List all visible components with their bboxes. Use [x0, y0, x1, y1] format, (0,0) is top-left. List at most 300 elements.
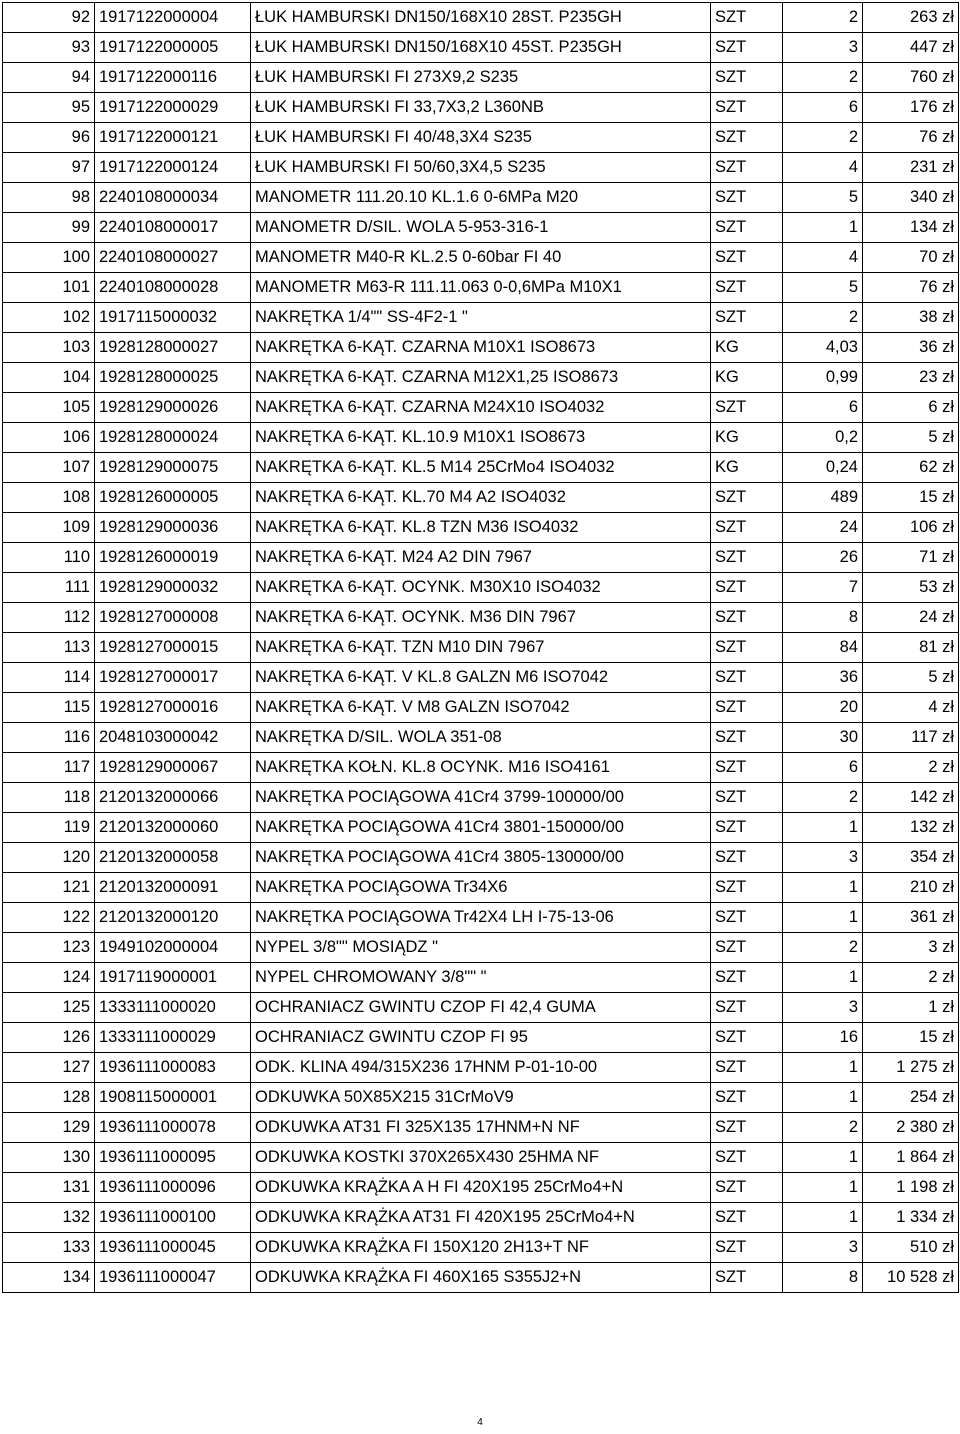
table-row — [3, 963, 959, 993]
item-name-cell: ODKUWKA KRĄŻKA A H FI 420X195 25CrMo4+N — [251, 1173, 711, 1203]
price-cell: 24 zł — [863, 603, 959, 633]
item-code-cell: 2120132000060 — [95, 813, 251, 843]
unit-cell: KG — [711, 423, 783, 453]
item-code-cell: 2240108000017 — [95, 213, 251, 243]
price-cell: 210 zł — [863, 873, 959, 903]
item-code-cell: 1908115000001 — [95, 1083, 251, 1113]
row-number-cell: 122 — [3, 903, 95, 933]
row-number-cell: 107 — [3, 453, 95, 483]
table-row — [3, 693, 959, 723]
table-row — [3, 723, 959, 753]
unit-cell: SZT — [711, 513, 783, 543]
quantity-cell: 2 — [783, 3, 863, 33]
item-code-cell: 1928128000024 — [95, 423, 251, 453]
row-number-cell: 103 — [3, 333, 95, 363]
item-name-cell: ŁUK HAMBURSKI DN150/168X10 45ST. P235GH — [251, 33, 711, 63]
price-cell: 3 zł — [863, 933, 959, 963]
row-number-cell: 128 — [3, 1083, 95, 1113]
price-cell: 71 zł — [863, 543, 959, 573]
price-cell: 6 zł — [863, 393, 959, 423]
item-code-cell: 1333111000029 — [95, 1023, 251, 1053]
row-number-cell: 99 — [3, 213, 95, 243]
row-number-cell: 106 — [3, 423, 95, 453]
table-row — [3, 483, 959, 513]
item-code-cell: 2048103000042 — [95, 723, 251, 753]
item-code-cell: 1928128000025 — [95, 363, 251, 393]
quantity-cell: 1 — [783, 903, 863, 933]
table-row — [3, 393, 959, 423]
unit-cell: SZT — [711, 1023, 783, 1053]
unit-cell: SZT — [711, 903, 783, 933]
unit-cell: SZT — [711, 1203, 783, 1233]
unit-cell: SZT — [711, 33, 783, 63]
quantity-cell: 1 — [783, 963, 863, 993]
quantity-cell: 2 — [783, 933, 863, 963]
item-name-cell: ODKUWKA KRĄŻKA AT31 FI 420X195 25CrMo4+N — [251, 1203, 711, 1233]
item-name-cell: NAKRĘTKA 6-KĄT. CZARNA M12X1,25 ISO8673 — [251, 363, 711, 393]
row-number-cell: 105 — [3, 393, 95, 423]
item-name-cell: NAKRĘTKA 1/4"" SS-4F2-1 " — [251, 303, 711, 333]
item-code-cell: 1917119000001 — [95, 963, 251, 993]
price-cell: 361 zł — [863, 903, 959, 933]
price-cell: 132 zł — [863, 813, 959, 843]
unit-cell: SZT — [711, 1233, 783, 1263]
table-row — [3, 513, 959, 543]
item-name-cell: NAKRĘTKA 6-KĄT. KL.5 M14 25CrMo4 ISO4032 — [251, 453, 711, 483]
quantity-cell: 1 — [783, 1143, 863, 1173]
price-cell: 70 zł — [863, 243, 959, 273]
unit-cell: SZT — [711, 573, 783, 603]
table-row — [3, 903, 959, 933]
row-number-cell: 93 — [3, 33, 95, 63]
row-number-cell: 104 — [3, 363, 95, 393]
item-name-cell: NAKRĘTKA POCIĄGOWA 41Cr4 3801-150000/00 — [251, 813, 711, 843]
row-number-cell: 130 — [3, 1143, 95, 1173]
row-number-cell: 112 — [3, 603, 95, 633]
quantity-cell: 8 — [783, 603, 863, 633]
table-row — [3, 1143, 959, 1173]
price-cell: 142 zł — [863, 783, 959, 813]
item-name-cell: NAKRĘTKA 6-KĄT. OCYNK. M30X10 ISO4032 — [251, 573, 711, 603]
unit-cell: SZT — [711, 1143, 783, 1173]
quantity-cell: 1 — [783, 1173, 863, 1203]
table-row — [3, 1083, 959, 1113]
quantity-cell: 2 — [783, 783, 863, 813]
quantity-cell: 0,2 — [783, 423, 863, 453]
item-code-cell: 1928127000016 — [95, 693, 251, 723]
quantity-cell: 1 — [783, 813, 863, 843]
row-number-cell: 101 — [3, 273, 95, 303]
unit-cell: SZT — [711, 1113, 783, 1143]
price-cell: 134 zł — [863, 213, 959, 243]
price-cell: 10 528 zł — [863, 1263, 959, 1293]
quantity-cell: 3 — [783, 1233, 863, 1263]
item-name-cell: ODKUWKA KOSTKI 370X265X430 25HMA NF — [251, 1143, 711, 1173]
unit-cell: SZT — [711, 813, 783, 843]
item-code-cell: 1928127000008 — [95, 603, 251, 633]
row-number-cell: 98 — [3, 183, 95, 213]
item-code-cell: 1928129000075 — [95, 453, 251, 483]
item-code-cell: 1917122000116 — [95, 63, 251, 93]
item-code-cell: 2120132000058 — [95, 843, 251, 873]
item-code-cell: 1928129000036 — [95, 513, 251, 543]
item-name-cell: NAKRĘTKA POCIĄGOWA Tr42X4 LH I-75-13-06 — [251, 903, 711, 933]
price-cell: 117 zł — [863, 723, 959, 753]
unit-cell: SZT — [711, 303, 783, 333]
table-row — [3, 213, 959, 243]
item-code-cell: 1928126000019 — [95, 543, 251, 573]
quantity-cell: 5 — [783, 183, 863, 213]
quantity-cell: 8 — [783, 1263, 863, 1293]
price-cell: 2 zł — [863, 963, 959, 993]
price-cell: 23 zł — [863, 363, 959, 393]
item-name-cell: NAKRĘTKA KOŁN. KL.8 OCYNK. M16 ISO4161 — [251, 753, 711, 783]
item-code-cell: 1936111000045 — [95, 1233, 251, 1263]
quantity-cell: 26 — [783, 543, 863, 573]
table-row — [3, 633, 959, 663]
quantity-cell: 4 — [783, 243, 863, 273]
item-name-cell: NAKRĘTKA 6-KĄT. KL.8 TZN M36 ISO4032 — [251, 513, 711, 543]
row-number-cell: 121 — [3, 873, 95, 903]
row-number-cell: 95 — [3, 93, 95, 123]
unit-cell: SZT — [711, 543, 783, 573]
row-number-cell: 96 — [3, 123, 95, 153]
unit-cell: SZT — [711, 63, 783, 93]
row-number-cell: 116 — [3, 723, 95, 753]
price-cell: 36 zł — [863, 333, 959, 363]
price-cell: 760 zł — [863, 63, 959, 93]
unit-cell: SZT — [711, 1173, 783, 1203]
item-code-cell: 1917122000004 — [95, 3, 251, 33]
item-code-cell: 1917122000029 — [95, 93, 251, 123]
price-cell: 15 zł — [863, 1023, 959, 1053]
item-name-cell: NAKRĘTKA POCIĄGOWA Tr34X6 — [251, 873, 711, 903]
price-cell: 254 zł — [863, 1083, 959, 1113]
unit-cell: KG — [711, 363, 783, 393]
item-name-cell: ODKUWKA KRĄŻKA FI 150X120 2H13+T NF — [251, 1233, 711, 1263]
row-number-cell: 133 — [3, 1233, 95, 1263]
unit-cell: SZT — [711, 633, 783, 663]
item-name-cell: ŁUK HAMBURSKI FI 33,7X3,2 L360NB — [251, 93, 711, 123]
item-code-cell: 1917122000005 — [95, 33, 251, 63]
price-cell: 1 198 zł — [863, 1173, 959, 1203]
item-name-cell: ŁUK HAMBURSKI FI 40/48,3X4 S235 — [251, 123, 711, 153]
table-row — [3, 603, 959, 633]
item-code-cell: 1917115000032 — [95, 303, 251, 333]
row-number-cell: 119 — [3, 813, 95, 843]
table-row — [3, 153, 959, 183]
unit-cell: SZT — [711, 783, 783, 813]
row-number-cell: 123 — [3, 933, 95, 963]
quantity-cell: 0,99 — [783, 363, 863, 393]
item-code-cell: 2240108000028 — [95, 273, 251, 303]
quantity-cell: 5 — [783, 273, 863, 303]
row-number-cell: 110 — [3, 543, 95, 573]
table-row — [3, 183, 959, 213]
unit-cell: SZT — [711, 693, 783, 723]
item-name-cell: MANOMETR M40-R KL.2.5 0-60bar FI 40 — [251, 243, 711, 273]
price-cell: 2 380 zł — [863, 1113, 959, 1143]
price-cell: 2 zł — [863, 753, 959, 783]
item-code-cell: 1917122000121 — [95, 123, 251, 153]
row-number-cell: 94 — [3, 63, 95, 93]
quantity-cell: 30 — [783, 723, 863, 753]
table-row — [3, 543, 959, 573]
table-row — [3, 1173, 959, 1203]
row-number-cell: 131 — [3, 1173, 95, 1203]
table-row — [3, 123, 959, 153]
quantity-cell: 84 — [783, 633, 863, 663]
item-code-cell: 1936111000083 — [95, 1053, 251, 1083]
unit-cell: SZT — [711, 603, 783, 633]
unit-cell: SZT — [711, 993, 783, 1023]
item-name-cell: NAKRĘTKA 6-KĄT. V M8 GALZN ISO7042 — [251, 693, 711, 723]
table-row — [3, 243, 959, 273]
row-number-cell: 125 — [3, 993, 95, 1023]
item-name-cell: ODKUWKA KRĄŻKA FI 460X165 S355J2+N — [251, 1263, 711, 1293]
item-name-cell: NAKRĘTKA D/SIL. WOLA 351-08 — [251, 723, 711, 753]
item-name-cell: NAKRĘTKA POCIĄGOWA 41Cr4 3799-100000/00 — [251, 783, 711, 813]
unit-cell: SZT — [711, 1263, 783, 1293]
quantity-cell: 1 — [783, 213, 863, 243]
price-cell: 263 zł — [863, 3, 959, 33]
table-row — [3, 3, 959, 33]
table-row — [3, 933, 959, 963]
unit-cell: SZT — [711, 93, 783, 123]
item-name-cell: NAKRĘTKA 6-KĄT. KL.70 M4 A2 ISO4032 — [251, 483, 711, 513]
price-cell: 76 zł — [863, 273, 959, 303]
table-row — [3, 363, 959, 393]
item-name-cell: ŁUK HAMBURSKI FI 273X9,2 S235 — [251, 63, 711, 93]
unit-cell: KG — [711, 453, 783, 483]
unit-cell: SZT — [711, 663, 783, 693]
quantity-cell: 1 — [783, 1203, 863, 1233]
item-name-cell: NYPEL 3/8"" MOSIĄDZ " — [251, 933, 711, 963]
unit-cell: SZT — [711, 843, 783, 873]
quantity-cell: 7 — [783, 573, 863, 603]
item-name-cell: MANOMETR D/SIL. WOLA 5-953-316-1 — [251, 213, 711, 243]
item-code-cell: 1928127000015 — [95, 633, 251, 663]
table-row — [3, 453, 959, 483]
item-name-cell: NAKRĘTKA 6-KĄT. V KL.8 GALZN M6 ISO7042 — [251, 663, 711, 693]
quantity-cell: 4,03 — [783, 333, 863, 363]
row-number-cell: 111 — [3, 573, 95, 603]
table-row — [3, 663, 959, 693]
quantity-cell: 0,24 — [783, 453, 863, 483]
quantity-cell: 6 — [783, 393, 863, 423]
row-number-cell: 127 — [3, 1053, 95, 1083]
table-row — [3, 93, 959, 123]
row-number-cell: 134 — [3, 1263, 95, 1293]
quantity-cell: 2 — [783, 63, 863, 93]
table-row — [3, 423, 959, 453]
quantity-cell: 1 — [783, 873, 863, 903]
price-cell: 38 zł — [863, 303, 959, 333]
price-cell: 447 zł — [863, 33, 959, 63]
table-row — [3, 1263, 959, 1293]
row-number-cell: 124 — [3, 963, 95, 993]
item-code-cell: 1928126000005 — [95, 483, 251, 513]
table-row — [3, 63, 959, 93]
unit-cell: SZT — [711, 723, 783, 753]
item-code-cell: 1949102000004 — [95, 933, 251, 963]
row-number-cell: 117 — [3, 753, 95, 783]
item-name-cell: MANOMETR 111.20.10 KL.1.6 0-6MPa M20 — [251, 183, 711, 213]
item-code-cell: 1936111000078 — [95, 1113, 251, 1143]
table-row — [3, 273, 959, 303]
item-name-cell: ODKUWKA AT31 FI 325X135 17HNM+N NF — [251, 1113, 711, 1143]
item-code-cell: 1928127000017 — [95, 663, 251, 693]
item-code-cell: 1928129000067 — [95, 753, 251, 783]
price-cell: 106 zł — [863, 513, 959, 543]
row-number-cell: 132 — [3, 1203, 95, 1233]
item-code-cell: 1936111000095 — [95, 1143, 251, 1173]
item-code-cell: 1936111000100 — [95, 1203, 251, 1233]
row-number-cell: 115 — [3, 693, 95, 723]
item-name-cell: MANOMETR M63-R 111.11.063 0-0,6MPa M10X1 — [251, 273, 711, 303]
row-number-cell: 97 — [3, 153, 95, 183]
unit-cell: KG — [711, 333, 783, 363]
quantity-cell: 1 — [783, 1083, 863, 1113]
price-cell: 53 zł — [863, 573, 959, 603]
quantity-cell: 36 — [783, 663, 863, 693]
table-row — [3, 813, 959, 843]
table-row — [3, 1113, 959, 1143]
price-cell: 5 zł — [863, 663, 959, 693]
row-number-cell: 109 — [3, 513, 95, 543]
price-cell: 354 zł — [863, 843, 959, 873]
price-cell: 1 zł — [863, 993, 959, 1023]
row-number-cell: 120 — [3, 843, 95, 873]
table-row — [3, 873, 959, 903]
item-code-cell: 1917122000124 — [95, 153, 251, 183]
row-number-cell: 118 — [3, 783, 95, 813]
table-row — [3, 33, 959, 63]
item-name-cell: OCHRANIACZ GWINTU CZOP FI 42,4 GUMA — [251, 993, 711, 1023]
unit-cell: SZT — [711, 483, 783, 513]
table-row — [3, 1233, 959, 1263]
unit-cell: SZT — [711, 123, 783, 153]
item-name-cell: NAKRĘTKA 6-KĄT. CZARNA M10X1 ISO8673 — [251, 333, 711, 363]
quantity-cell: 20 — [783, 693, 863, 723]
unit-cell: SZT — [711, 963, 783, 993]
table-row — [3, 1023, 959, 1053]
table-row — [3, 573, 959, 603]
quantity-cell: 4 — [783, 153, 863, 183]
table-row — [3, 783, 959, 813]
item-name-cell: NAKRĘTKA 6-KĄT. KL.10.9 M10X1 ISO8673 — [251, 423, 711, 453]
unit-cell: SZT — [711, 1053, 783, 1083]
quantity-cell: 3 — [783, 993, 863, 1023]
inventory-table — [2, 2, 959, 1293]
item-code-cell: 1928129000032 — [95, 573, 251, 603]
item-code-cell: 1928129000026 — [95, 393, 251, 423]
row-number-cell: 108 — [3, 483, 95, 513]
table-row — [3, 993, 959, 1023]
table-row — [3, 1203, 959, 1233]
unit-cell: SZT — [711, 213, 783, 243]
row-number-cell: 114 — [3, 663, 95, 693]
item-name-cell: NAKRĘTKA 6-KĄT. CZARNA M24X10 ISO4032 — [251, 393, 711, 423]
row-number-cell: 113 — [3, 633, 95, 663]
quantity-cell: 16 — [783, 1023, 863, 1053]
price-cell: 4 zł — [863, 693, 959, 723]
unit-cell: SZT — [711, 243, 783, 273]
table-row — [3, 303, 959, 333]
table-row — [3, 753, 959, 783]
price-cell: 231 zł — [863, 153, 959, 183]
item-name-cell: ŁUK HAMBURSKI DN150/168X10 28ST. P235GH — [251, 3, 711, 33]
item-code-cell: 1936111000096 — [95, 1173, 251, 1203]
row-number-cell: 129 — [3, 1113, 95, 1143]
item-name-cell: NAKRĘTKA 6-KĄT. M24 A2 DIN 7967 — [251, 543, 711, 573]
unit-cell: SZT — [711, 933, 783, 963]
quantity-cell: 3 — [783, 843, 863, 873]
price-cell: 176 zł — [863, 93, 959, 123]
unit-cell: SZT — [711, 753, 783, 783]
price-cell: 340 zł — [863, 183, 959, 213]
price-cell: 62 zł — [863, 453, 959, 483]
price-cell: 1 275 zł — [863, 1053, 959, 1083]
unit-cell: SZT — [711, 3, 783, 33]
price-cell: 1 334 zł — [863, 1203, 959, 1233]
quantity-cell: 1 — [783, 1053, 863, 1083]
row-number-cell: 92 — [3, 3, 95, 33]
item-name-cell: NAKRĘTKA 6-KĄT. OCYNK. M36 DIN 7967 — [251, 603, 711, 633]
item-code-cell: 1333111000020 — [95, 993, 251, 1023]
unit-cell: SZT — [711, 393, 783, 423]
table-row — [3, 1053, 959, 1083]
item-name-cell: NYPEL CHROMOWANY 3/8"" " — [251, 963, 711, 993]
item-code-cell: 2120132000120 — [95, 903, 251, 933]
item-name-cell: ODKUWKA 50X85X215 31CrMoV9 — [251, 1083, 711, 1113]
item-code-cell: 1928128000027 — [95, 333, 251, 363]
row-number-cell: 126 — [3, 1023, 95, 1053]
table-row — [3, 333, 959, 363]
item-code-cell: 2120132000066 — [95, 783, 251, 813]
quantity-cell: 2 — [783, 1113, 863, 1143]
unit-cell: SZT — [711, 273, 783, 303]
price-cell: 15 zł — [863, 483, 959, 513]
price-cell: 76 zł — [863, 123, 959, 153]
unit-cell: SZT — [711, 153, 783, 183]
item-name-cell: NAKRĘTKA 6-KĄT. TZN M10 DIN 7967 — [251, 633, 711, 663]
item-name-cell: ŁUK HAMBURSKI FI 50/60,3X4,5 S235 — [251, 153, 711, 183]
item-name-cell: ODK. KLINA 494/315X236 17HNM P-01-10-00 — [251, 1053, 711, 1083]
unit-cell: SZT — [711, 1083, 783, 1113]
quantity-cell: 6 — [783, 753, 863, 783]
quantity-cell: 489 — [783, 483, 863, 513]
inventory-table-body — [3, 3, 959, 1293]
quantity-cell: 6 — [783, 93, 863, 123]
price-cell: 1 864 zł — [863, 1143, 959, 1173]
quantity-cell: 2 — [783, 123, 863, 153]
page-number: 4 — [477, 1417, 483, 1428]
price-cell: 510 zł — [863, 1233, 959, 1263]
unit-cell: SZT — [711, 183, 783, 213]
unit-cell: SZT — [711, 873, 783, 903]
item-code-cell: 2240108000027 — [95, 243, 251, 273]
price-cell: 81 zł — [863, 633, 959, 663]
item-name-cell: OCHRANIACZ GWINTU CZOP FI 95 — [251, 1023, 711, 1053]
item-name-cell: NAKRĘTKA POCIĄGOWA 41Cr4 3805-130000/00 — [251, 843, 711, 873]
quantity-cell: 2 — [783, 303, 863, 333]
item-code-cell: 2120132000091 — [95, 873, 251, 903]
quantity-cell: 3 — [783, 33, 863, 63]
row-number-cell: 102 — [3, 303, 95, 333]
item-code-cell: 1936111000047 — [95, 1263, 251, 1293]
price-cell: 5 zł — [863, 423, 959, 453]
